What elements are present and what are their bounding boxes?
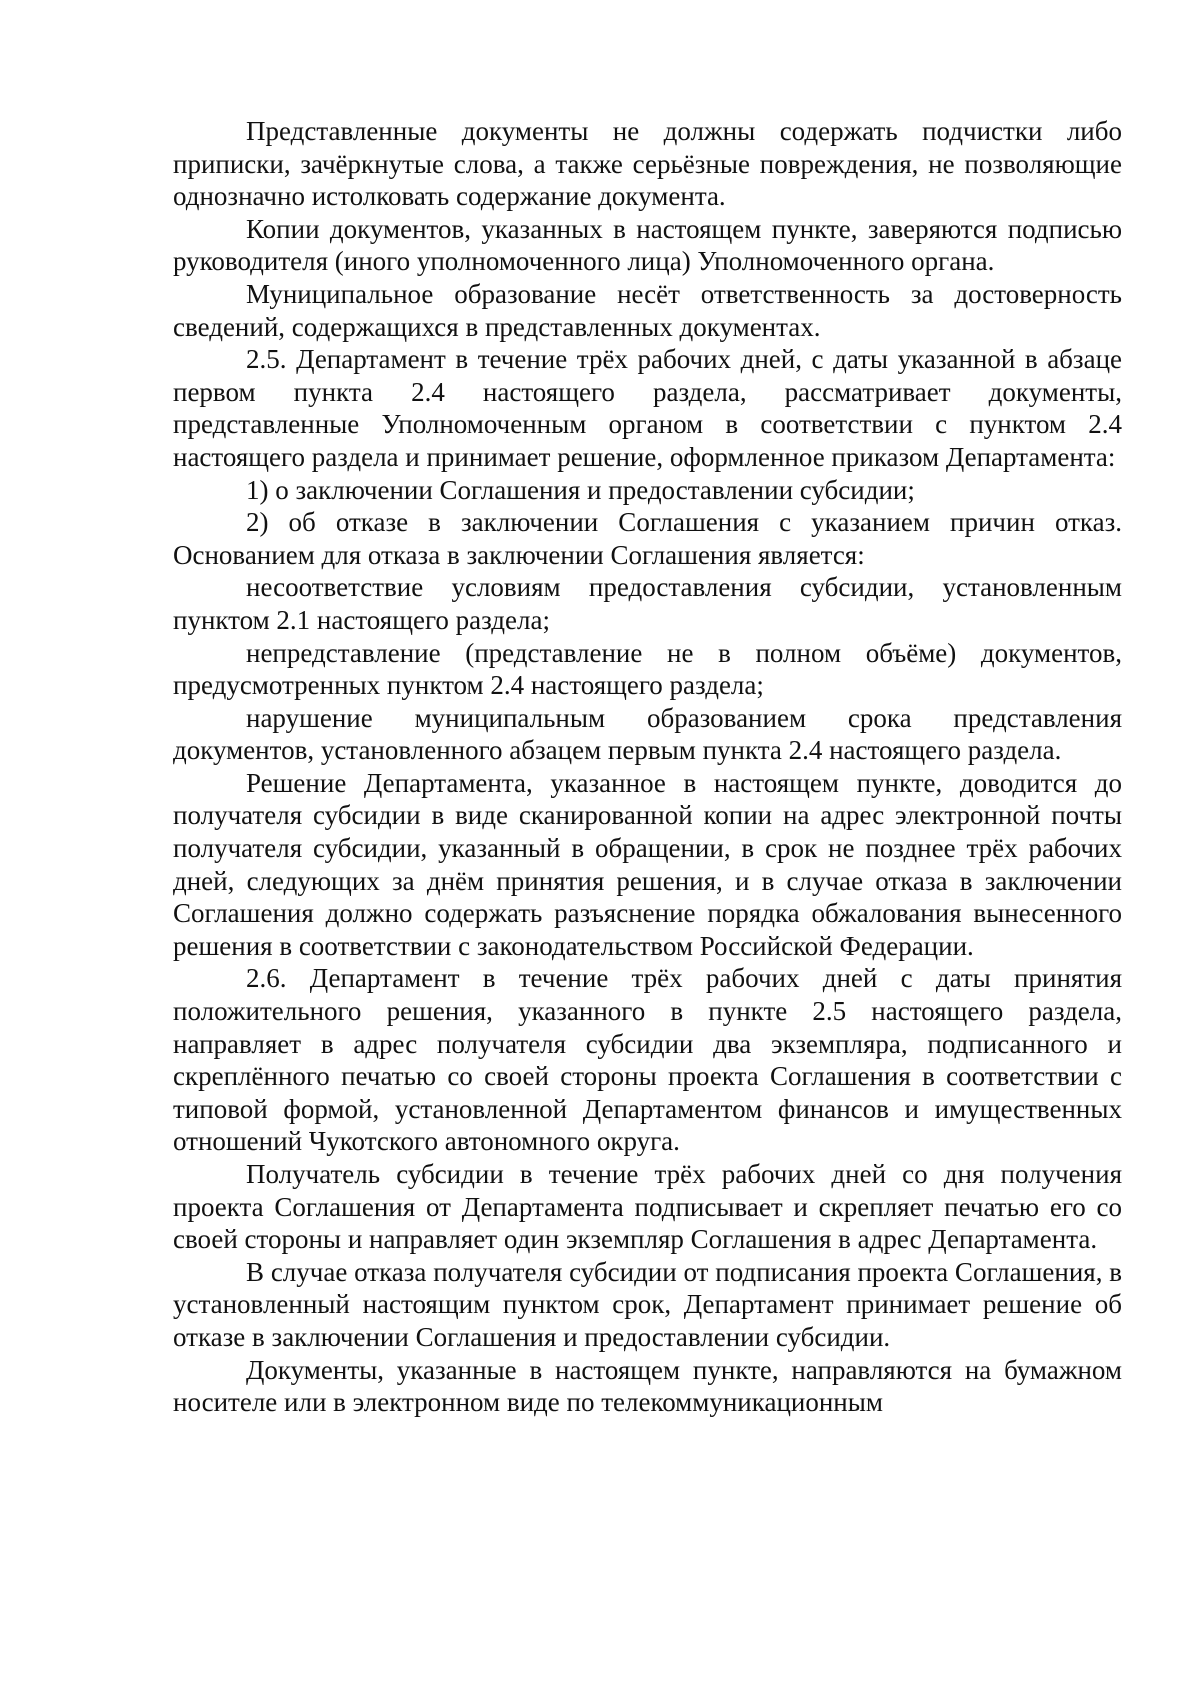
paragraph-municipal-responsibility: Муниципальное образование несёт ответственность за достоверность сведений, содержащихся в представленных документах. bbox=[173, 278, 1122, 342]
paragraph-refusal-ground-1: несоответствие условиям предоставления субсидии, установленным пунктом 2.1 настоящего раздела; bbox=[173, 572, 1122, 635]
paragraph-clause-2-6: 2.6. Департамент в течение трёх рабочих дней с даты принятия положительного решения, указанного в пункте 2.5 настоящего раздела, направляет в адрес получателя субсидии два экземпляра, подписанного и скреплённого печатью со своей стороны проекта Соглашения в соответствии с типовой формой, установленной Департаментом финансов и имущественных отношений Чукотского автономного округа. bbox=[173, 963, 1122, 1157]
paragraph-decision-2: 2) об отказе в заключении Соглашения с указанием причин отказ. Основанием для отказа в заключении Соглашения является: bbox=[173, 507, 1122, 570]
paragraph-refusal-ground-2: непредставление (представление не в полном объёме) документов, предусмотренных пунктом 2.4 настоящего раздела; bbox=[173, 637, 1122, 701]
paragraph-refusal-ground-3: нарушение муниципальным образованием срока представления документов, установленного абзацем первым пункта 2.4 настоящего раздела. bbox=[173, 702, 1122, 766]
paragraph-clause-2-5: 2.5. Департамент в течение трёх рабочих дней, с даты указанной в абзаце первом пункта 2.4 настоящего раздела, рассматривает документы, представленные Уполномоченным органом в соответствии с пунктом 2.4 настоящего раздела и принимает решение, оформленное приказом Департамента: bbox=[173, 344, 1122, 472]
paragraph-copies-certification: Копии документов, указанных в настоящем пункте, заверяются подписью руководителя (иного уполномоченного лица) Уполномоченного органа. bbox=[173, 213, 1122, 277]
paragraph-document-requirements: Представленные документы не должны содержать подчистки либо приписки, зачёркнутые слова, а также серьёзные повреждения, не позволяющие однозначно истолковать содержание документа. bbox=[173, 116, 1122, 212]
paragraph-decision-1: 1) о заключении Соглашения и предоставлении субсидии; bbox=[246, 474, 915, 505]
paragraph-recipient-signing: Получатель субсидии в течение трёх рабочих дней со дня получения проекта Соглашения от Департамента подписывает и скрепляет печатью его со своей стороны и направляет один экземпляр Соглашения в адрес Департамента. bbox=[173, 1159, 1122, 1255]
paragraph-document-delivery: Документы, указанные в настоящем пункте, направляются на бумажном носителе или в электронном виде по телекоммуникационным bbox=[173, 1354, 1122, 1418]
document-body bbox=[173, 115, 1122, 1419]
paragraph-refusal-to-sign: В случае отказа получателя субсидии от подписания проекта Соглашения, в установленный настоящим пунктом срок, Департамент принимает решение об отказе в заключении Соглашения и предоставлении субсидии. bbox=[173, 1256, 1122, 1352]
paragraph-decision-notification: Решение Департамента, указанное в настоящем пункте, доводится до получателя субсидии в виде сканированной копии на адрес электронной почты получателя субсидии, указанный в обращении, в срок не позднее трёх рабочих дней, следующих за днём принятия решения, и в случае отказа в заключении Соглашения должно содержать разъяснение порядка обжалования вынесенного решения в соответствии с законодательством Российской Федерации. bbox=[173, 767, 1122, 961]
